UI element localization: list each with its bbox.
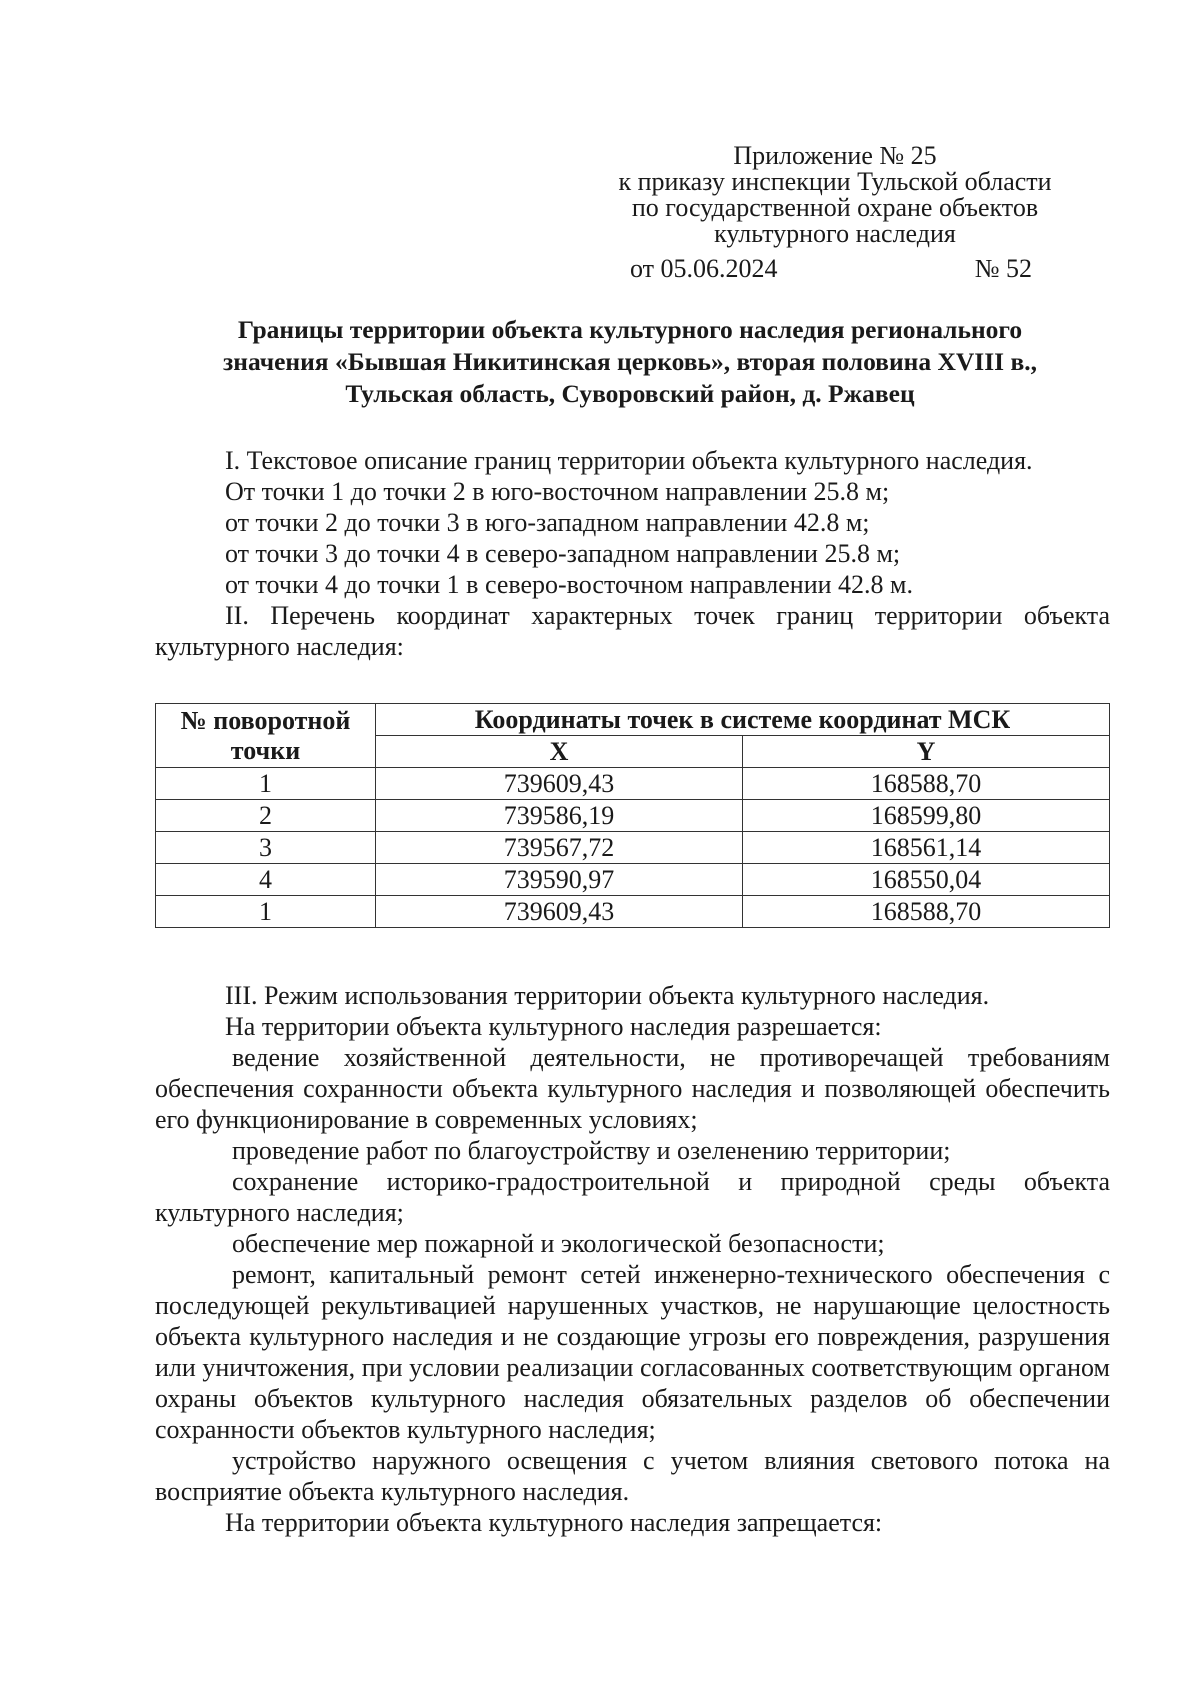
y-value: 168550,04 xyxy=(743,864,1110,896)
header-coordinates: Координаты точек в системе координат МСК xyxy=(376,704,1110,736)
title-line: Границы территории объекта культурного наследия регионального xyxy=(237,315,1023,344)
section1-heading: I. Текстовое описание границ территории объекта культурного наследия. xyxy=(225,446,1033,475)
allowed-item: ремонт, капитальный ремонт сетей инженерно-технического обеспечения с последующей рекультивацией нарушенных участков, не нарушающие целостность объекта культурного наследия и не создающие угрозы его повреждения, разрушения или уничтожения, при условии реализации согласованных соответствующим органом охраны объектов культурного наследия обязательных разделов об обеспечении сохранности объектов культурного наследия; xyxy=(155,1260,1110,1444)
y-value: 168561,14 xyxy=(743,832,1110,864)
y-value: 168599,80 xyxy=(743,800,1110,832)
document-title xyxy=(150,314,1110,410)
point-number: 4 xyxy=(156,864,376,896)
allowed-intro: На территории объекта культурного наследия разрешается: xyxy=(225,1012,882,1041)
order-number: № 52 xyxy=(974,254,1032,283)
title-line: значения «Бывшая Никитинская церковь», вторая половина XVIII в., xyxy=(223,347,1037,376)
section2-heading: II. Перечень координат характерных точек границ территории объекта культурного наследия: xyxy=(155,601,1110,661)
title-line: Тульская область, Суворовский район, д. Ржавец xyxy=(345,379,915,408)
table-row xyxy=(156,864,1110,896)
allowed-item: обеспечение мер пожарной и экологической безопасности; xyxy=(232,1229,885,1258)
table-row xyxy=(156,896,1110,928)
boundary-line: от точки 3 до точки 4 в северо-западном направлении 25.8 м; xyxy=(225,539,901,568)
y-value: 168588,70 xyxy=(743,896,1110,928)
header-y: Y xyxy=(743,736,1110,768)
point-number: 1 xyxy=(156,896,376,928)
allowed-item: устройство наружного освещения с учетом влияния светового потока на восприятие объекта культурного наследия. xyxy=(155,1446,1110,1506)
coordinates-table xyxy=(155,703,1110,928)
point-number: 3 xyxy=(156,832,376,864)
appendix-line: к приказу инспекции Тульской области xyxy=(618,167,1052,196)
section-boundaries xyxy=(155,445,1110,662)
section-usage-regime xyxy=(155,980,1110,1538)
x-value: 739609,43 xyxy=(376,768,743,800)
boundary-line: От точки 1 до точки 2 в юго-восточном направлении 25.8 м; xyxy=(225,477,890,506)
x-value: 739590,97 xyxy=(376,864,743,896)
allowed-item: ведение хозяйственной деятельности, не противоречащей требованиям обеспечения сохранности объекта культурного наследия и позволяющей обеспечить его функционирование в современных условиях; xyxy=(155,1043,1110,1134)
y-value: 168588,70 xyxy=(743,768,1110,800)
point-number: 1 xyxy=(156,768,376,800)
appendix-line: культурного наследия xyxy=(714,219,956,248)
header-point-number: № поворотной точки xyxy=(156,704,376,768)
appendix-block xyxy=(570,143,1100,247)
section3-heading: III. Режим использования территории объекта культурного наследия. xyxy=(225,981,990,1010)
appendix-line: по государственной охране объектов xyxy=(631,193,1039,222)
table-row xyxy=(156,832,1110,864)
boundary-line: от точки 4 до точки 1 в северо-восточном направлении 42.8 м. xyxy=(225,570,913,599)
boundary-line: от точки 2 до точки 3 в юго-западном направлении 42.8 м; xyxy=(225,508,870,537)
order-date-row xyxy=(630,254,1050,284)
x-value: 739586,19 xyxy=(376,800,743,832)
x-value: 739567,72 xyxy=(376,832,743,864)
order-date: от 05.06.2024 xyxy=(630,254,778,283)
header-x: X xyxy=(376,736,743,768)
appendix-line: Приложение № 25 xyxy=(733,141,937,170)
forbidden-intro: На территории объекта культурного наследия запрещается: xyxy=(225,1508,883,1537)
x-value: 739609,43 xyxy=(376,896,743,928)
allowed-item: сохранение историко-градостроительной и природной среды объекта культурного наследия; xyxy=(155,1167,1110,1227)
table-row xyxy=(156,768,1110,800)
allowed-item: проведение работ по благоустройству и озеленению территории; xyxy=(232,1136,951,1165)
point-number: 2 xyxy=(156,800,376,832)
table-row xyxy=(156,800,1110,832)
